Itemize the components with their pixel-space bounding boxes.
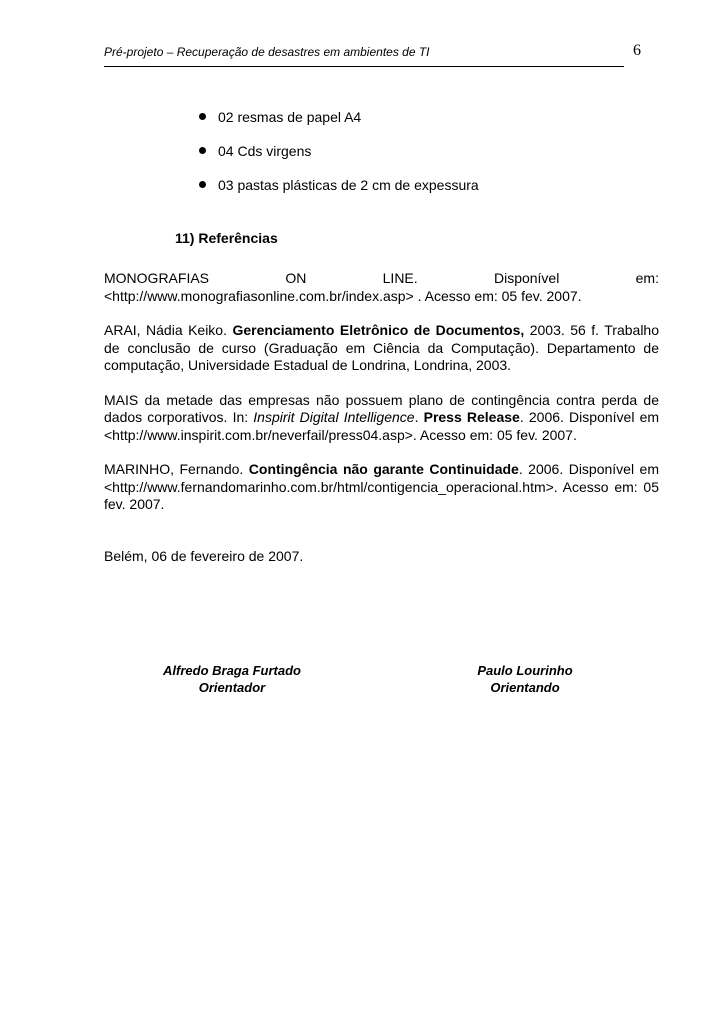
student-role: Orientando [490,680,560,695]
list-item-text: 03 pastas plásticas de 2 cm de expessura [218,177,479,193]
reference-source: Inspirit Digital Intelligence [253,409,415,425]
reference-item [104,270,659,305]
section-heading: 11) Referências [175,230,278,246]
list-item [199,143,479,177]
reference-text: MAIS da metade das empresas não possuem plano de contingência contra perda de dados corporativos. In: [104,391,659,425]
reference-title: Press Release [423,409,520,425]
materials-list [199,109,479,211]
advisor-role: Orientador [198,680,266,695]
list-item [199,177,479,211]
reference-text: MONOGRAFIAS ON LINE. Disponível em: <http://www.monografiasonline.com.br/index.asp> . Acesso em: 05 fev. 2007. [104,270,659,304]
bullet-icon [199,113,206,120]
advisor-signature [152,662,312,696]
page-header [104,42,641,67]
reference-title: Contingência não garante Continuidade [248,461,519,477]
reference-text: 2003. 56 f. Trabalho de conclusão de curso (Graduação em Ciência da Computação). Departamento de computação, Universidade Estadual de Londrina, Londrina, 2003. [104,322,659,373]
reference-text: . 2006. Disponível em <http://www.fernandomarinho.com.br/html/contigencia_operacional.htm>. Acesso em: 05 fev. 2007. [104,461,659,512]
header-title: Pré-projeto – Recuperação de desastres em ambientes de TI [104,45,430,59]
date-line: Belém, 06 de fevereiro de 2007. [104,548,304,564]
student-signature [460,662,590,696]
reference-item [104,392,659,445]
bullet-icon [199,181,206,188]
reference-text: . 2006. Disponível em <http://www.inspirit.com.br/neverfail/press04.asp>. Acesso em: 05 fev. 2007. [104,409,660,443]
reference-item [104,322,659,375]
references-list [104,270,659,531]
student-name: Paulo Lourinho [477,663,573,678]
list-item-text: 02 resmas de papel A4 [218,109,362,125]
reference-text: MARINHO, Fernando. [104,461,249,477]
reference-text: ARAI, Nádia Keiko. [104,322,233,338]
page-number: 6 [633,42,641,59]
reference-title: Gerenciamento Eletrônico de Documentos, [232,322,525,338]
list-item [199,109,479,143]
reference-item [104,461,659,514]
advisor-name: Alfredo Braga Furtado [163,663,301,678]
list-item-text: 04 Cds virgens [218,143,312,159]
reference-text: . [414,409,424,425]
bullet-icon [199,147,206,154]
